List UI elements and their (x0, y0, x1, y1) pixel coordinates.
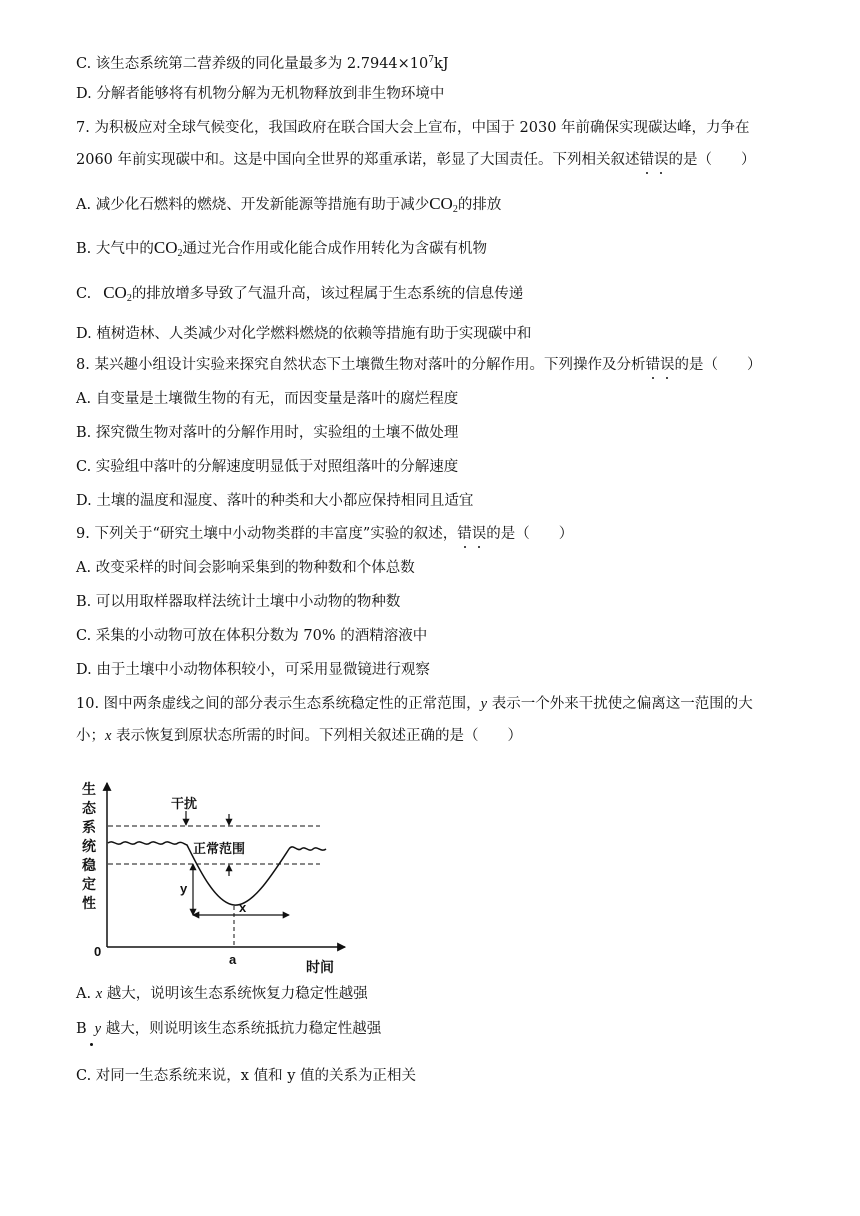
q9-option-a: A. 改变采样的时间会影响采集到的物种数和个体总数 (76, 560, 415, 576)
q8-stem-end: 的是（ ） (674, 357, 762, 373)
q7-stem-line2 (76, 150, 756, 170)
q7-stem-end: 的是（ ） (668, 152, 756, 168)
q7-option-d: D. 植树造林、人类减少对化学燃料燃烧的依赖等措施有助于实现碳中和 (76, 326, 532, 342)
q7-stem-line1: 7. 为积极应对全球气候变化，我国政府在联合国大会上宣布，中国于 2030 年前确保实现碳达峰，力争在 (76, 120, 750, 136)
q10-option-b-label: B (76, 1021, 87, 1037)
q10-stem-text-2: 表示一个外来干扰使之偏离这一范围的大 (487, 696, 753, 712)
q8-emphasis-char-2: 误 (659, 357, 675, 373)
q10-option-b-var: y (94, 1021, 102, 1037)
co2-main: CO (429, 194, 453, 213)
q10-stem-text-4: 表示恢复到原状态所需的时间。下列相关叙述正确的是（ ） (111, 728, 523, 744)
q10-option-b-text: 越大，则说明该生态系统抵抗力稳定性越强 (101, 1021, 382, 1037)
q6-option-c (76, 50, 449, 74)
q10-option-a-var: x (95, 986, 103, 1002)
x-axis-label: 时间 (306, 959, 334, 975)
y-axis-char: 态 (82, 800, 96, 816)
q8-emphasis-char-1: 错 (645, 357, 660, 373)
co2-main: CO (153, 238, 178, 257)
co2-formula (429, 194, 458, 213)
q8-option-c: C. 实验组中落叶的分解速度明显低于对照组落叶的分解速度 (76, 459, 459, 475)
q7-emphasis-char-2: 误 (654, 152, 669, 168)
q7-option-c-label: C. (76, 286, 92, 302)
q10-option-a (76, 984, 368, 1004)
q9-option-d: D. 由于土壤中小动物体积较小，可采用显微镜进行观察 (76, 662, 430, 678)
q10-stem-line1 (76, 694, 753, 714)
q9-stem-end: 的是（ ） (486, 526, 574, 542)
q10-option-a-text: 越大，说明该生态系统恢复力稳定性越强 (102, 986, 368, 1002)
y-axis-char: 稳 (82, 857, 96, 873)
disturbance-label: 干扰 (171, 796, 198, 811)
y-deviation-label: y (180, 881, 188, 896)
q10-option-a-label: A. (76, 986, 96, 1002)
y-axis-char: 定 (82, 876, 96, 892)
q7-option-b (76, 238, 487, 264)
q6-option-c-unit: kJ (433, 56, 449, 72)
q10-var-x: x (105, 728, 112, 744)
q10-stem-line2 (76, 726, 522, 746)
q7-option-a (76, 194, 501, 220)
origin-label: 0 (94, 944, 102, 959)
q8-option-b: B. 探究微生物对落叶的分解作用时，实验组的土壤不做处理 (76, 425, 459, 441)
q7-option-c-text: 的排放增多导致了气温升高，该过程属于生态系统的信息传递 (131, 286, 524, 302)
q6-option-c-exponent: 7 (428, 55, 434, 65)
co2-formula (154, 238, 183, 257)
q8-stem (76, 355, 761, 375)
co2-subscript: 2 (452, 204, 458, 215)
q10-option-b (76, 1019, 381, 1039)
co2-formula (103, 283, 132, 302)
q10-option-c: C. 对同一生态系统来说，x 值和 y 值的关系为正相关 (76, 1068, 416, 1084)
q7-stem-text: 2060 年前实现碳中和。这是中国向全世界的郑重承诺，彰显了大国责任。下列相关叙述 (76, 152, 640, 168)
q10-var-y: y (480, 696, 488, 712)
q10-stem-text-3: 小； (76, 728, 105, 744)
q10-stem-text-1: 10. 图中两条虚线之间的部分表示生态系统稳定性的正常范围， (76, 696, 481, 712)
y-axis-label (81, 781, 97, 911)
q9-option-c: C. 采集的小动物可放在体积分数为 70% 的酒精溶液中 (76, 628, 428, 644)
x-recovery-label: x (239, 900, 247, 915)
y-axis-char: 性 (82, 895, 96, 911)
q9-emphasis-char-1: 错 (457, 526, 472, 542)
q9-stem-text: 9. 下列关于“研究土壤中小动物类群的丰富度”实验的叙述， (76, 526, 458, 542)
q9-option-b: B. 可以用取样器取样法统计土壤中小动物的物种数 (76, 594, 401, 610)
y-axis-char: 生 (82, 781, 96, 797)
q6-option-d: D. 分解者能够将有机物分解为无机物释放到非生物环境中 (76, 86, 445, 102)
q8-option-a: A. 自变量是土壤微生物的有无，而因变量是落叶的腐烂程度 (76, 391, 459, 407)
stray-dot (90, 1043, 93, 1046)
q7-emphasis-char-1: 错 (639, 152, 655, 168)
q9-emphasis-char-2: 误 (471, 526, 487, 542)
a-marker-label: a (229, 952, 237, 967)
q7-option-b-end: 通过光合作用或化能合成作用转化为含碳有机物 (182, 241, 487, 257)
stability-diagram (80, 775, 360, 975)
q7-option-a-end: 的排放 (457, 197, 502, 213)
q7-option-c (76, 283, 523, 309)
q8-stem-text: 8. 某兴趣小组设计实验来探究自然状态下土壤微生物对落叶的分解作用。下列操作及分析 (76, 357, 646, 373)
normal-range-label: 正常范围 (193, 841, 246, 856)
q7-option-b-text: B. 大气中的 (76, 241, 154, 257)
y-axis-char: 系 (82, 819, 96, 835)
q8-option-d: D. 土壤的温度和湿度、落叶的种类和大小都应保持相同且适宜 (76, 493, 474, 509)
q9-stem (76, 524, 573, 544)
q7-option-a-text: A. 减少化石燃料的燃烧、开发新能源等措施有助于减少 (76, 197, 430, 213)
co2-subscript: 2 (126, 293, 132, 304)
co2-subscript: 2 (177, 248, 183, 259)
y-axis-char: 统 (82, 838, 96, 854)
q6-option-c-text: C. 该生态系统第二营养级的同化量最多为 2.7944×10 (76, 56, 429, 72)
co2-main: CO (103, 283, 127, 302)
